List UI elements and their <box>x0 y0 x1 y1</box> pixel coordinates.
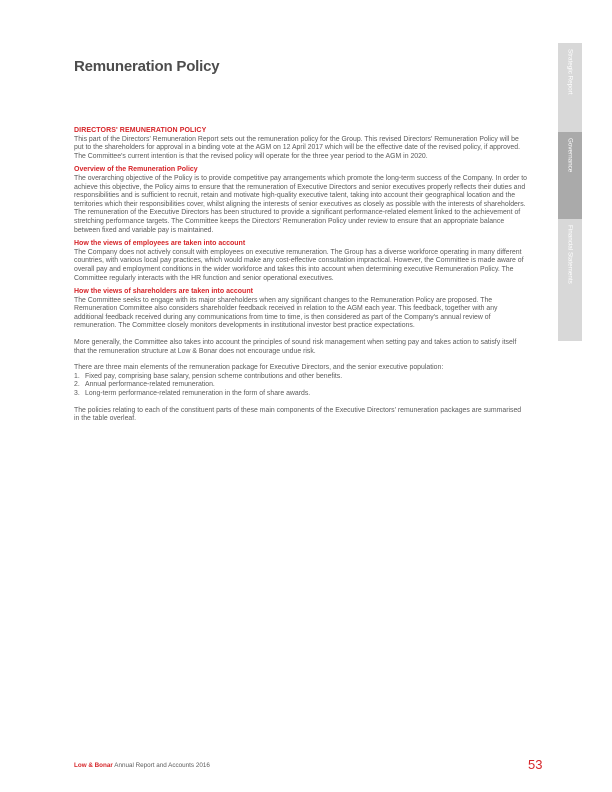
list-text: Fixed pay, comprising base salary, pension scheme contributions and other benefits. <box>85 372 343 380</box>
footer-report-title: Annual Report and Accounts 2016 <box>114 762 210 769</box>
list-item <box>74 381 527 390</box>
paragraph-directors-policy: This part of the Directors' Remuneration Report sets out the remuneration policy for the Group. This revised Directors' Remuneration Policy will be put to the shareholders for approval in a binding vote at the AGM on 12 April 2017 which will be the effective date of the revised policy, if approved. The Committee's current intention is that the revised policy will operate for the three year period to the AGM in 2020. <box>74 135 520 160</box>
paragraph-shareholders: The Committee seeks to engage with its major shareholders when any significant changes to the Remuneration Policy are proposed. The Remuneration Committee also considers shareholder feedback received in relation to the AGM each year. This feedback, together with any additional feedback received during any communications from time to time, is then considered as part of the Company's annual review of remuneration. The Committee closely monitors developments in institutional investor best practice expectations. <box>74 296 498 330</box>
paragraph-overview: The overarching objective of the Policy is to provide competitive pay arrangements which promote the long-term success of the Company. In order to achieve this objective, the Policy aims to ensure that the remuneration of Executive Directors and senior executives properly reflects their duties and responsibilities and is sufficient to recruit, retain and motivate high-quality executive talent, taking into account their geographical location and the territories which their responsibilities cover, whilst aligning the interests of senior executives as closely as possible with the interests of shareholders. The remuneration of the Executive Directors has been structured to provide a significant performance-related element linked to the achievement of stretching performance targets. The Committee keeps the Directors' Remuneration Policy under review to ensure that an appropriate balance between fixed and variable pay is maintained. <box>74 174 527 234</box>
paragraph-employees: The Company does not actively consult with employees on executive remuneration. The Group has a diverse workforce operating in many different countries, with various local pay practices, which would make any cost-effective consultation impractical. However, the Committee is made aware of overall pay and employment conditions in the wider workforce and takes this into account when determining executive Remuneration Policy. The Committee regularly interacts with the HR function and senior operational executives. <box>74 248 524 282</box>
page-title: Remuneration Policy <box>74 58 220 75</box>
paragraph-closing: The policies relating to each of the constituent parts of these main components of the Executive Directors' remuneration packages are summarised in the table overleaf. <box>74 406 522 423</box>
tab-label: Governance <box>566 138 574 173</box>
section-heading-directors-policy: DIRECTORS' REMUNERATION POLICY <box>74 127 207 134</box>
page-number: 53 <box>528 757 543 772</box>
tab-governance[interactable] <box>558 132 582 220</box>
tab-label: Strategic Report <box>566 49 574 95</box>
footer <box>74 762 210 769</box>
main-content <box>74 127 527 424</box>
tab-label: Financial Statements <box>566 225 574 284</box>
paragraph-elements-intro: There are three main elements of the remuneration package for Executive Directors, and the senior executive population: <box>74 364 444 372</box>
list-number: 1. <box>74 372 80 380</box>
list-item <box>74 373 527 382</box>
list-text: Long-term performance-related remuneration in the form of share awards. <box>85 390 311 398</box>
tab-strategic-report[interactable] <box>558 43 582 133</box>
tab-financial-statements[interactable] <box>558 219 582 342</box>
section-heading-employees: How the views of employees are taken into account <box>74 240 246 248</box>
elements-list <box>74 373 527 399</box>
list-text: Annual performance-related remuneration. <box>85 381 215 389</box>
paragraph-risk: More generally, the Committee also takes into account the principles of sound risk management when setting pay and takes action to satisfy itself that the remuneration structure at Low & Bonar does not encourage undue risk. <box>74 339 517 355</box>
list-number: 3. <box>74 390 80 398</box>
list-item <box>74 390 527 399</box>
list-number: 2. <box>74 381 80 389</box>
section-heading-overview: Overview of the Remuneration Policy <box>74 166 198 174</box>
footer-brand: Low & Bonar <box>74 762 113 769</box>
section-heading-shareholders: How the views of shareholders are taken into account <box>74 288 253 296</box>
